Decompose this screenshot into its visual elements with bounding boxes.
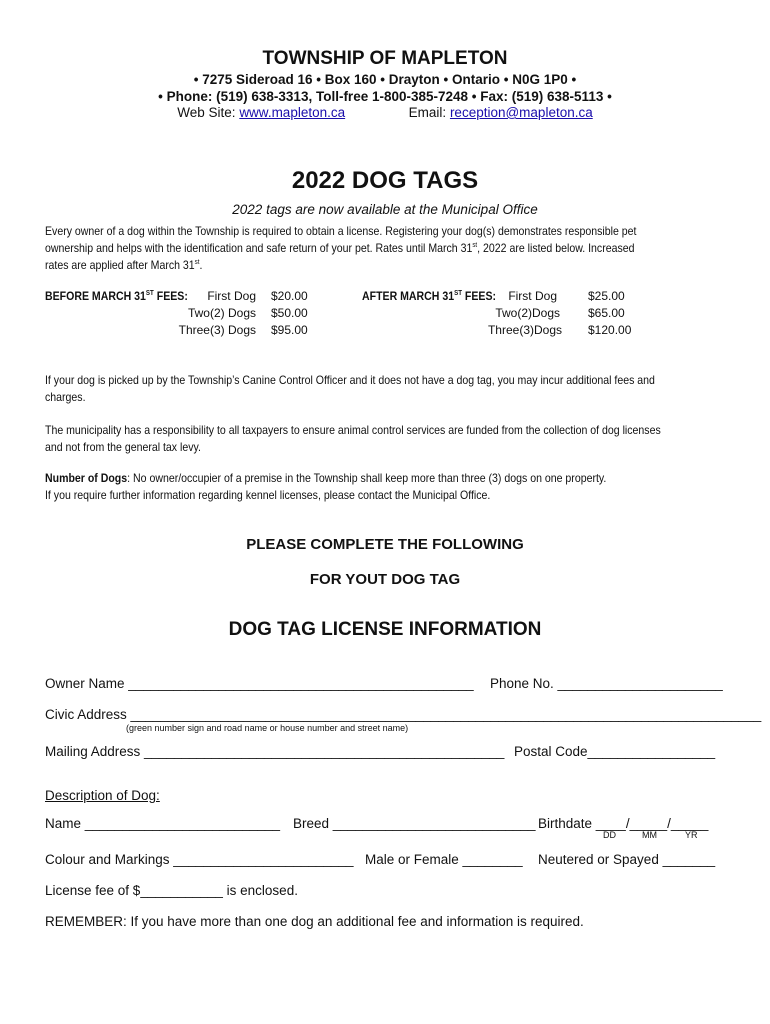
after-fee-price-1: $25.00: [588, 289, 625, 303]
email-label: Email:: [408, 105, 447, 120]
number-of-dogs-notice: [45, 470, 714, 504]
colour-markings-field[interactable]: Colour and Markings ________________________: [45, 852, 354, 867]
website-label: Web Site:: [177, 105, 236, 120]
phone-line: • Phone: (519) 638-3313, Toll-free 1-800-385-7248 • Fax: (519) 638-5113 •: [158, 89, 612, 104]
postal-code-field[interactable]: Postal Code_________________: [514, 744, 716, 759]
owner-name-field[interactable]: Owner Name ______________________________________________: [45, 676, 474, 691]
birthdate-month-hint: MM: [642, 830, 657, 840]
pickup-line-2: charges.: [45, 390, 86, 404]
intro-line-1: Every owner of a dog within the Township is required to obtain a license. Registering your dog(s) demonstrates responsible pet: [45, 224, 637, 238]
civic-address-hint: (green number sign and road name or house number and street name): [126, 723, 409, 733]
remember-note: REMEMBER: If you have more than one dog an additional fee and information is required.: [45, 914, 584, 929]
responsibility-line-2: and not from the general tax levy.: [45, 440, 201, 454]
after-fee-price-2: $65.00: [588, 306, 625, 320]
pickup-line-1: If your dog is picked up by the Township’s Canine Control Officer and it does not have a dog tag, you may incur additional fees and: [45, 373, 655, 387]
license-fee-field[interactable]: License fee of $___________ is enclosed.: [45, 883, 298, 898]
announcement-subtitle: 2022 tags are now available at the Municipal Office: [232, 202, 538, 217]
before-fee-item-2: Two(2) Dogs: [187, 306, 256, 320]
form-title: DOG TAG LICENSE INFORMATION: [228, 619, 542, 640]
responsibility-line-1: The municipality has a responsibility to all taxpayers to ensure animal control services are funded from the collection of dog licenses: [45, 423, 661, 437]
address-line: • 7275 Sideroad 16 • Box 160 • Drayton • Ontario • N0G 1P0 •: [193, 72, 577, 87]
intro-paragraph: [45, 223, 714, 274]
responsibility-notice: [45, 422, 714, 456]
civic-address-field[interactable]: Civic Address ____________________________________________________________________________________: [45, 707, 762, 722]
after-fee-price-3: $120.00: [588, 323, 632, 337]
phone-number-field[interactable]: Phone No. ______________________: [490, 676, 723, 691]
email-link[interactable]: reception@mapleton.ca: [449, 105, 593, 120]
intro-line-2: ownership and helps with the identification and safe return of your pet. Rates until March 31st, 2022 are listed below. Increased: [45, 241, 635, 255]
number-of-dogs-line: Number of Dogs: No owner/occupier of a premise in the Township shall keep more than three (3) dogs on one property.: [45, 471, 607, 485]
breed-field[interactable]: Breed ___________________________: [293, 816, 536, 831]
birthdate-field[interactable]: Birthdate ____/_____/_____: [538, 816, 709, 831]
form-instruction-1: PLEASE COMPLETE THE FOLLOWING: [246, 536, 524, 553]
before-fee-item-1: First Dog: [207, 289, 256, 303]
neutered-spayed-field[interactable]: Neutered or Spayed _______: [538, 852, 716, 867]
sex-field[interactable]: Male or Female ________: [365, 852, 523, 867]
birthdate-year-hint: YR: [685, 830, 698, 840]
before-fee-price-1: $20.00: [271, 289, 308, 303]
announcement-title: 2022 DOG TAGS: [291, 167, 479, 194]
dog-description-heading: Description of Dog:: [45, 788, 160, 803]
contact-line: [0, 105, 770, 120]
website-link[interactable]: www.mapleton.ca: [239, 105, 346, 120]
before-fee-item-3: Three(3) Dogs: [178, 323, 256, 337]
intro-line-3: rates are applied after March 31st.: [45, 258, 203, 272]
before-fee-price-2: $50.00: [271, 306, 308, 320]
after-fees-label: AFTER MARCH 31ST FEES:: [362, 289, 497, 303]
after-fee-item-2: Two(2)Dogs: [495, 306, 560, 320]
organization-title: TOWNSHIP OF MAPLETON: [262, 48, 508, 69]
before-fee-price-3: $95.00: [271, 323, 308, 337]
mailing-address-field[interactable]: Mailing Address ________________________________________________: [45, 744, 505, 759]
after-fee-item-1: First Dog: [508, 289, 557, 303]
dog-name-field[interactable]: Name __________________________: [45, 816, 280, 831]
pickup-notice: [45, 372, 714, 406]
birthdate-day-hint: DD: [603, 830, 616, 840]
after-fee-item-3: Three(3)Dogs: [487, 323, 562, 337]
kennel-line: If you require further information regarding kennel licenses, please contact the Municipal Office.: [45, 488, 491, 502]
before-fees-label: BEFORE MARCH 31ST FEES:: [45, 289, 188, 303]
form-instruction-2: FOR YOUT DOG TAG: [309, 571, 461, 588]
